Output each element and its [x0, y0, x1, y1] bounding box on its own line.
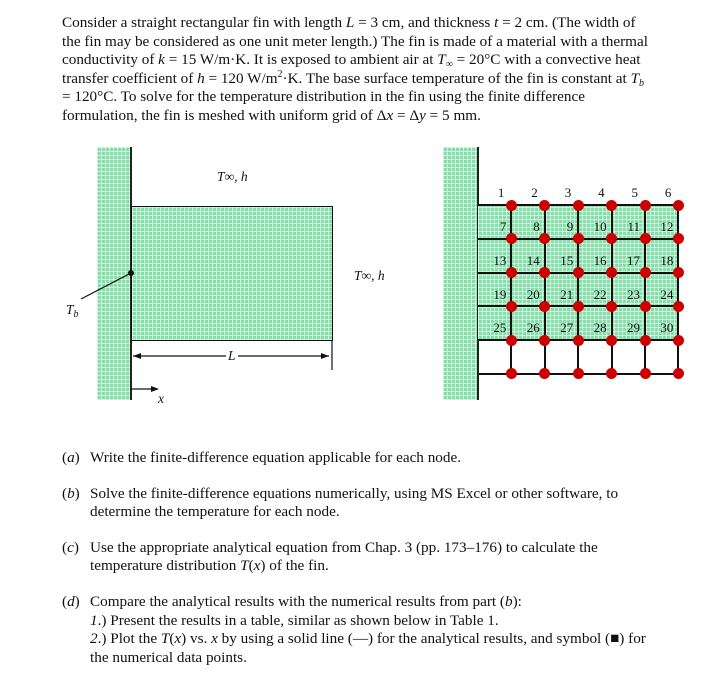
mesh-node-label: 21 — [560, 286, 574, 302]
question-c-line-1: Use the appropriate analytical equation from Chap. 3 (pp. 173–176) to calculate the — [90, 538, 598, 556]
mesh-node — [606, 200, 617, 211]
mesh-column-line — [510, 205, 512, 374]
mesh-node-label: 14 — [526, 252, 540, 268]
mesh-node-label: 18 — [660, 252, 674, 268]
mesh-node-label: 20 — [526, 286, 540, 302]
question-a-line: Write the finite-difference equation applicable for each node. — [90, 449, 462, 466]
question-c — [62, 539, 702, 576]
mesh-node-label: 15 — [560, 252, 574, 268]
mesh-node-label: 29 — [627, 320, 640, 336]
question-list — [62, 449, 702, 684]
mesh-node — [539, 200, 550, 211]
length-label: L — [228, 348, 236, 363]
mesh-node-label: 6 — [664, 185, 672, 200]
ambient-label-right: T∞, h — [354, 268, 385, 283]
mesh-column-line — [544, 205, 546, 374]
mesh-node — [573, 368, 584, 379]
mesh-node — [673, 267, 684, 278]
mesh-node-label: 5 — [631, 185, 638, 200]
mesh-node-label: 11 — [627, 219, 640, 234]
mesh-node — [640, 200, 651, 211]
mesh-node-label: 8 — [533, 219, 540, 234]
question-d — [62, 593, 702, 667]
mesh-node-label: 25 — [493, 320, 507, 336]
question-d-tag: (d) — [62, 592, 80, 610]
mesh-node-label: 16 — [593, 252, 607, 268]
mesh-node-label: 19 — [493, 286, 507, 302]
mesh-node-label: 7 — [499, 219, 507, 234]
mesh-node-label: 4 — [598, 185, 605, 200]
mesh-node-label: 26 — [526, 320, 540, 336]
mesh-column-line — [677, 205, 679, 374]
mesh-node-label: 22 — [593, 286, 607, 302]
question-a-tag: (a) — [62, 449, 80, 466]
mesh-node-label: 9 — [566, 219, 574, 234]
mesh-node-label: 24 — [660, 286, 674, 302]
mesh-node-label: 3 — [564, 185, 572, 200]
mesh-node — [673, 335, 684, 346]
mesh-node-label: 17 — [627, 252, 640, 268]
mesh-node — [673, 301, 684, 312]
question-c-line-2: temperature distribution T(x) of the fin. — [90, 557, 329, 575]
ambient-label-top: T∞, h — [217, 169, 248, 184]
question-c-tag: (c) — [62, 538, 79, 556]
mesh-column-line — [577, 205, 579, 374]
question-b-line-2: determine the temperature for each node. — [90, 503, 340, 521]
problem-line-2: the fin may be considered as one unit meter length.) The fin is made of a material with a thermal — [62, 32, 648, 50]
mesh-node-label: 13 — [493, 252, 507, 268]
mesh-column-line — [644, 205, 646, 374]
question-d-line-2: 1.) Present the results in a table, similar as shown below in Table 1. — [90, 611, 499, 629]
question-d-line-4: the numerical data points. — [90, 648, 247, 666]
x-axis-label: x — [158, 391, 164, 406]
mesh-node-label: 27 — [560, 320, 574, 336]
question-d-line-3: 2.) Plot the T(x) vs. x by using a solid line (—) for the analytical results, and symbol (■) for — [90, 630, 646, 648]
problem-line-1: Consider a straight rectangular fin with length L = 3 cm, and thickness t = 2 cm. (The width of — [62, 14, 636, 31]
mesh-node — [506, 200, 517, 211]
question-b — [62, 485, 702, 522]
mesh-column-line — [611, 205, 613, 374]
mesh-base-wall — [443, 147, 478, 400]
problem-line-6: formulation, the fin is meshed with uniform grid of Δx = Δy = 5 mm. — [62, 106, 481, 124]
question-d-line-1: Compare the analytical results with the numerical results from part (b): — [90, 592, 522, 610]
mesh-node-label: 10 — [593, 219, 607, 234]
mesh-node-label: 30 — [660, 320, 674, 336]
mesh-node-label: 2 — [531, 185, 538, 200]
question-b-tag: (b) — [62, 484, 80, 502]
base-temperature-label: $T_b$ — [66, 302, 79, 320]
mesh-node-label: 28 — [593, 320, 607, 336]
mesh-node-label: 1 — [497, 185, 505, 200]
problem-line-5: = 120°C. To solve for the temperature distribution in the fin using the finite difference — [62, 88, 585, 106]
mesh-node — [640, 368, 651, 379]
mesh-node-label: 12 — [660, 219, 674, 234]
question-b-line-1: Solve the finite-difference equations numerically, using MS Excel or other software, to — [90, 484, 619, 502]
question-a — [62, 449, 702, 468]
mesh-node-label: 23 — [627, 286, 640, 302]
mesh-node — [673, 200, 684, 211]
problem-line-4: transfer coefficient of h = 120 $W/m^2\cdot K$. The base surface temperature of the fin is constant at $T_b$ — [62, 68, 645, 89]
mesh-node — [573, 200, 584, 211]
problem-line-3: conductivity of k = 15 W/m·K. It is exposed to ambient air at $T_\infty = 20^\circ C$ with a convective heat — [62, 51, 641, 71]
